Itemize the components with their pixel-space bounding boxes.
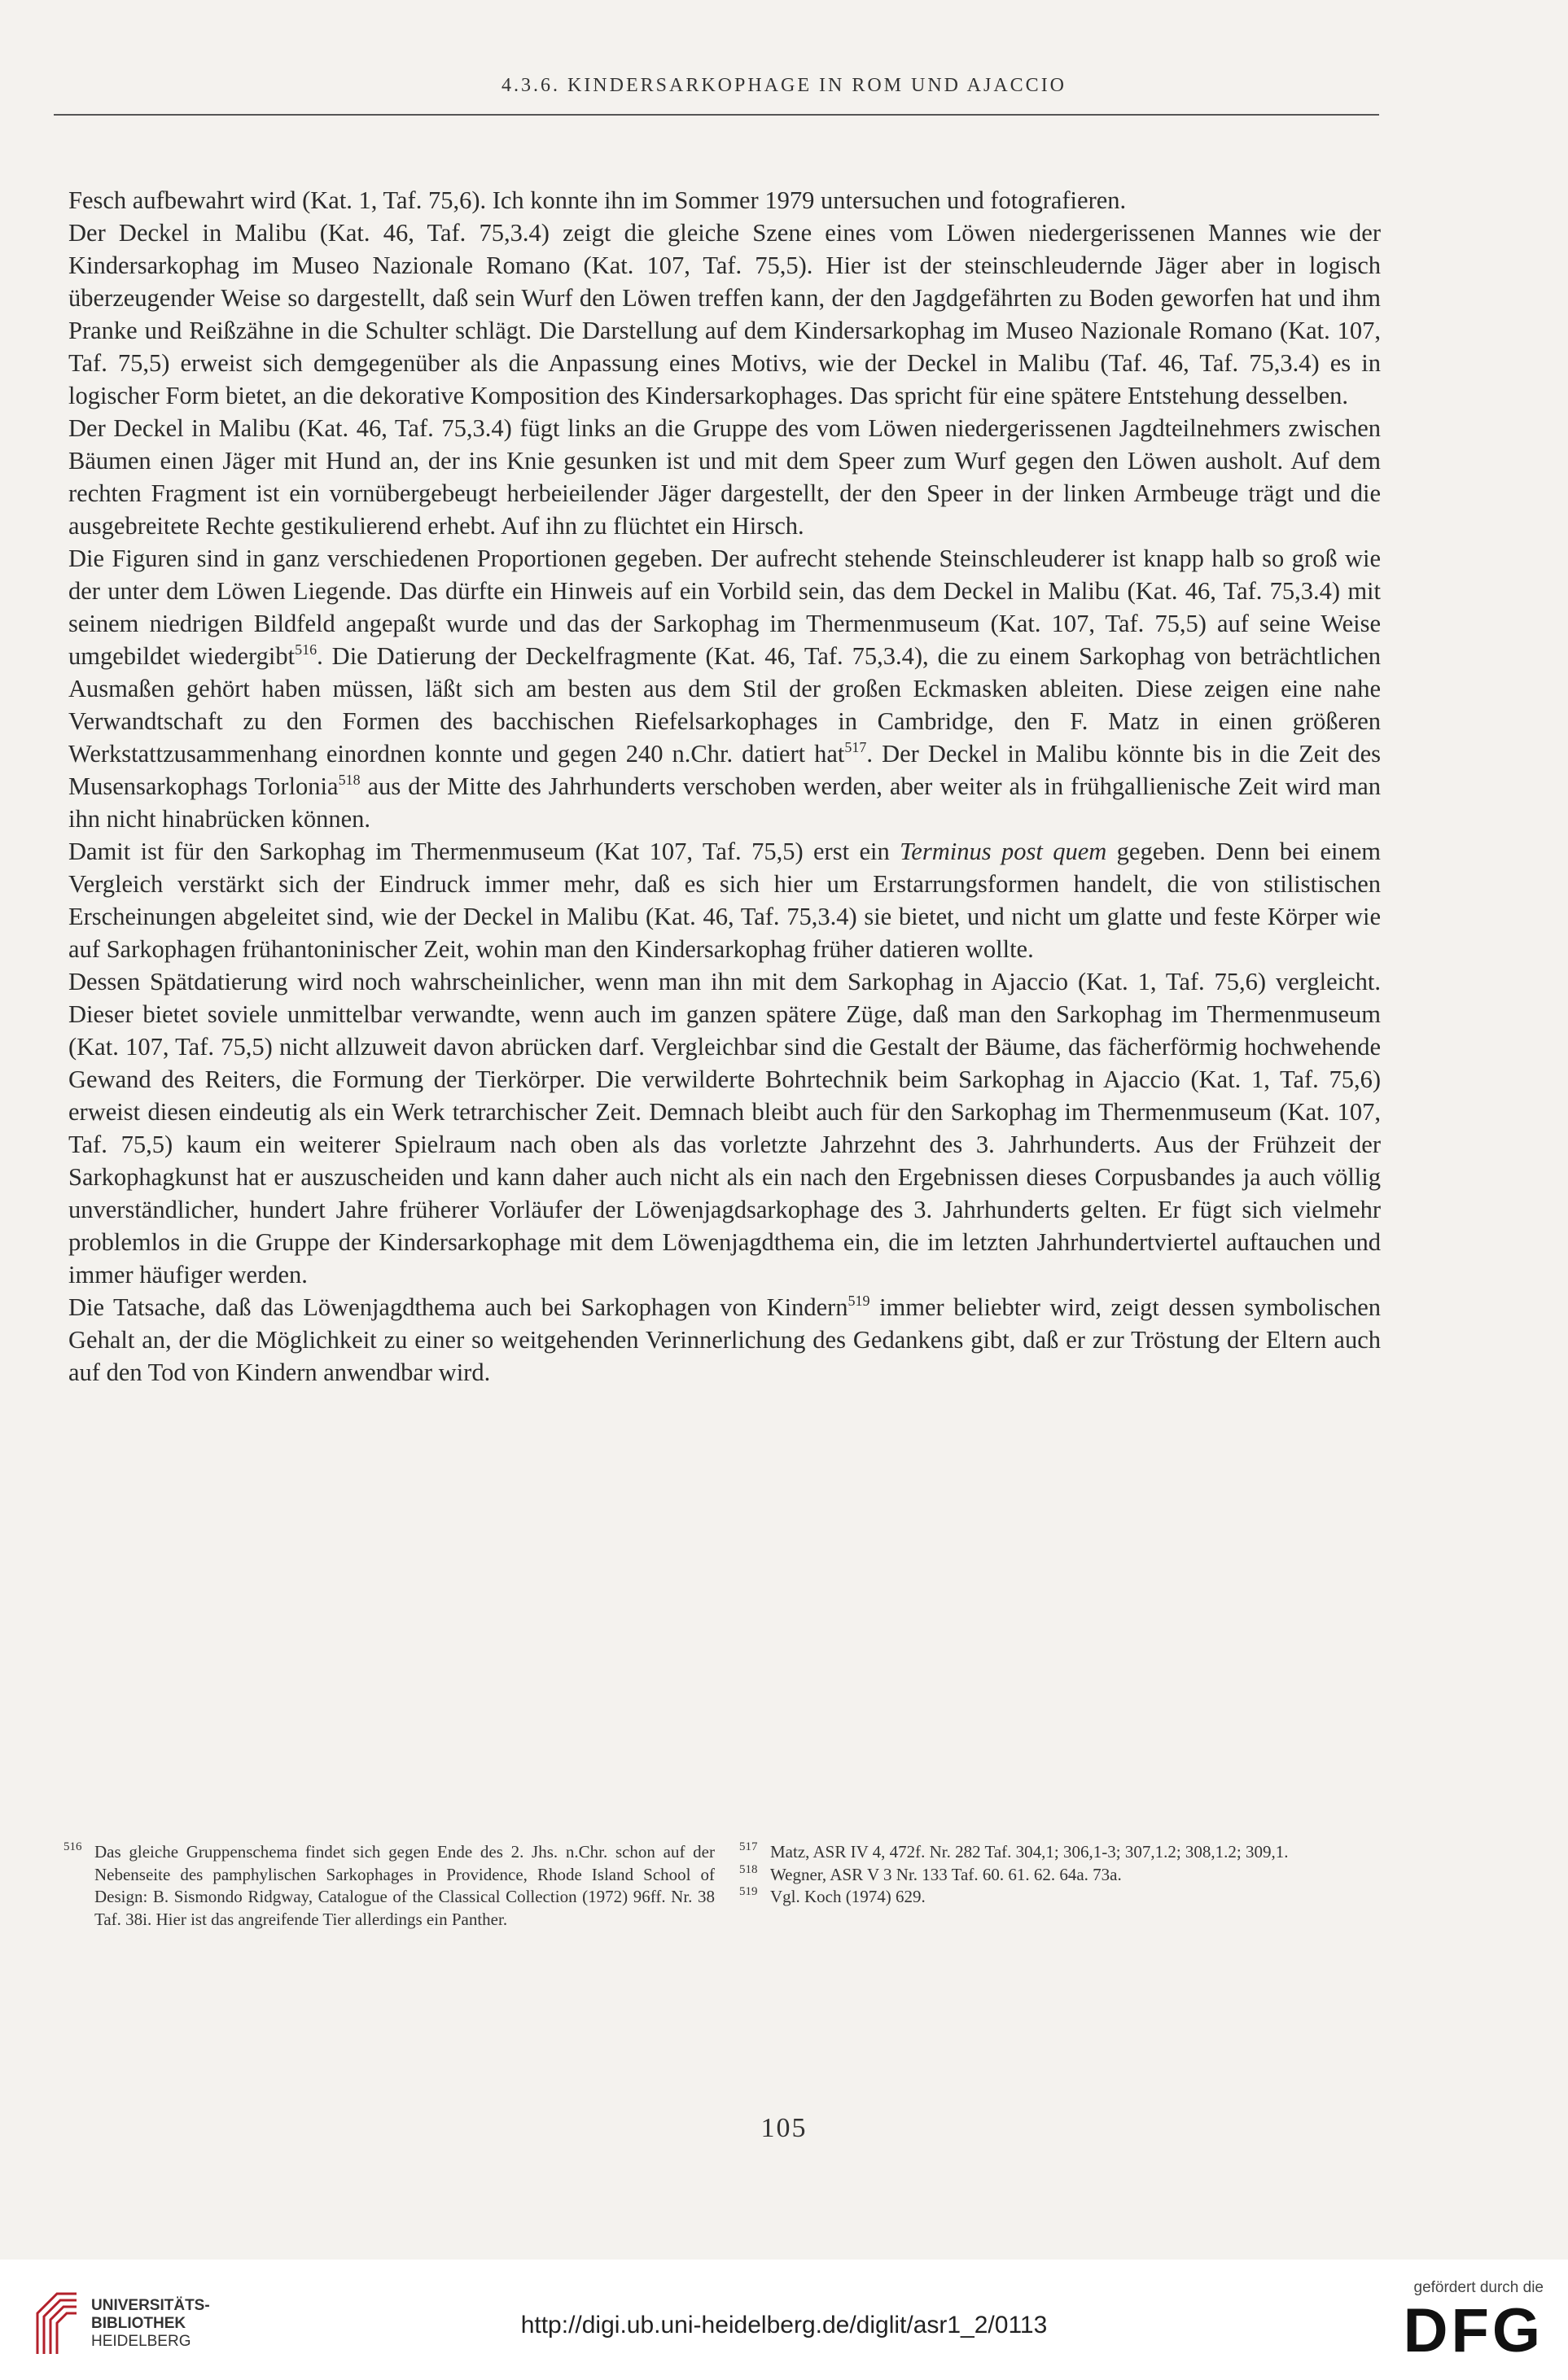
footnote-text: Wegner, ASR V 3 Nr. 133 Taf. 60. 61. 62. 64a. 73a. xyxy=(770,1864,1122,1884)
paragraph xyxy=(68,1291,1381,1389)
page-number: 105 xyxy=(760,2113,808,2143)
text-segment: Dessen Spätdatierung wird noch wahrscheinlicher, wenn man ihn mit dem Sarkophag in Ajaccio (Kat. 1, Taf. 75,6) vergleicht. Dieser bietet soviele unmittelbar verwandte, wenn auch im ganzen spätere Züge, daß man den Sarkophag im Thermenmuseum (Kat. 107, Taf. 75,5) nicht allzuweit davon abrücken darf. Vergleichbar sind die Gestalt der Bäume, das fächerförmig hochwehende Gewand des Reiters, die Formung der Tierkörper. Die verwilderte Bohrtechnik beim Sarkophag in Ajaccio (Kat. 1, Taf. 75,6) erweist diesen eindeutig als ein Werk tetrarchischer Zeit. Demnach bleibt auch für den Sarkophag im Thermenmuseum (Kat. 107, Taf. 75,5) kaum ein weiterer Spielraum nach oben als das vorletzte Jahrzehnt des 3. Jahrhunderts. Aus der Frühzeit der Sarkophagkunst hat er auszuscheiden und kann daher auch nicht als ein nach den Ergebnissen dieses Corpusbandes ja auch völlig unverständlicher, hundert Jahre früherer Vorläufer der Löwenjagdsarkophage des 3. Jahrhunderts gelten. Er fügt sich vielmehr problemlos in die Gruppe der Kindersarkophage mit dem Löwenjagdthema ein, die im letzten Jahrhundertviertel auftauchen und immer häufiger werden. xyxy=(68,968,1381,1288)
text-segment: . Die Datierung der Deckelfragmente (Kat. 46, Taf. 75,3.4), die zu einem Sarkophag von beträchtlichen Ausmaßen gehört haben müssen, läßt sich am besten aus dem Stil der großen Eckmasken ableiten. Diese zeigen eine nahe Verwandtschaft zu den Formen des bacchischen Riefelsarkophages in Cambridge, den F. Matz in einen größeren Werkstattzusammenhang einordnen konnte und gegen 240 n.Chr. datiert hat xyxy=(68,642,1381,768)
footnote-number: 517 xyxy=(739,1840,758,1853)
footnote-text: Vgl. Koch (1974) 629. xyxy=(770,1887,926,1906)
paragraph xyxy=(68,217,1381,412)
footnotes-right-column xyxy=(739,1841,1391,1909)
viewer-footer xyxy=(0,2260,1568,2380)
paragraph xyxy=(68,965,1381,1291)
footnote xyxy=(739,1864,1391,1887)
emphasis-text: Terminus post quem xyxy=(900,838,1107,865)
text-segment: Fesch aufbewahrt wird (Kat. 1, Taf. 75,6). Ich konnte ihn im Sommer 1979 untersuchen und fotografieren. xyxy=(68,186,1127,214)
header-rule xyxy=(54,114,1379,116)
footnote-ref[interactable]: 516 xyxy=(295,641,318,658)
text-segment: Die Tatsache, daß das Löwenjagdthema auch bei Sarkophagen von Kindern xyxy=(68,1293,848,1321)
footnote-number: 516 xyxy=(64,1840,82,1853)
footnote-ref[interactable]: 517 xyxy=(844,739,867,755)
text-segment: immer beliebter wird, zeigt dessen symbolischen Gehalt an, der die Möglichkeit zu einer so weitgehenden Verinnerlichung des Gedankens gibt, daß er zur Tröstung der Eltern auch auf den Tod von Kindern anwendbar wird. xyxy=(68,1293,1381,1386)
text-segment: . Der Deckel in Malibu könnte bis in die Zeit des Musensarkophags Torlonia xyxy=(68,740,1381,800)
footnote xyxy=(739,1886,1391,1909)
footnote-ref[interactable]: 519 xyxy=(848,1293,870,1309)
permalink-url[interactable]: http://digi.ub.uni-heidelberg.de/diglit/asr1_2/0113 xyxy=(520,2312,1048,2338)
text-segment: aus der Mitte des Jahrhunderts verschoben werden, aber weiter als in frühgallienische Zeit wird man ihn nicht hinabrücken können. xyxy=(68,772,1382,833)
footnote-number: 519 xyxy=(739,1885,758,1898)
footnote xyxy=(64,1841,715,1931)
library-name-line: BIBLIOTHEK xyxy=(91,2315,186,2332)
library-name-line: HEIDELBERG xyxy=(91,2333,191,2350)
main-text xyxy=(68,184,1381,1389)
funder xyxy=(1404,2279,1544,2365)
dfg-logo: DFG xyxy=(1403,2296,1544,2365)
text-segment: Der Deckel in Malibu (Kat. 46, Taf. 75,3.4) zeigt die gleiche Szene eines vom Löwen niedergerissenen Mannes wie der Kindersarkophag im Museo Nazionale Romano (Kat. 107, Taf. 75,5). Hier ist der steinschleudernde Jäger aber in logisch überzeugender Weise so dargestellt, daß sein Wurf den Löwen treffen kann, der den Jagdgefährten zu Boden geworfen hat und ihm Pranke und Reißzähne in die Schulter schlägt. Die Darstellung auf dem Kindersarkophag im Museo Nazionale Romano (Kat. 107, Taf. 75,5) erweist sich demgegenüber als die Anpassung eines Motivs, wie der Deckel in Malibu (Taf. 46, Taf. 75,3.4) es in logischer Form bietet, an die dekorative Komposition des Kindersarkophages. Das spricht für eine spätere Entstehung desselben. xyxy=(68,219,1381,409)
footnotes-left-column xyxy=(64,1841,715,1931)
footnote-text: Matz, ASR IV 4, 472f. Nr. 282 Taf. 304,1; 306,1-3; 307,1.2; 308,1.2; 309,1. xyxy=(770,1842,1289,1862)
footnote xyxy=(739,1841,1391,1864)
paragraph xyxy=(68,835,1381,965)
text-segment: Die Figuren sind in ganz verschiedenen Proportionen gegeben. Der aufrecht stehende Steinschleuderer ist knapp halb so groß wie der unter dem Löwen Liegende. Das dürfte ein Hinweis auf ein Vorbild sein, das dem Deckel in Malibu (Kat. 46, Taf. 75,3.4) mit seinem niedrigen Bildfeld angepaßt wurde und das der Sarkophag im Thermenmuseum (Kat. 107, Taf. 75,5) auf seine Weise umgebildet wiedergibt xyxy=(68,545,1381,670)
library-name-line: UNIVERSITÄTS- xyxy=(91,2297,210,2314)
footnote-number: 518 xyxy=(739,1862,758,1876)
running-head: 4.3.6. KINDERSARKOPHAGE IN ROM UND AJACCIO xyxy=(501,75,1067,96)
paragraph xyxy=(68,542,1381,835)
footnote-ref[interactable]: 518 xyxy=(338,772,361,788)
footnote-text: Das gleiche Gruppenschema findet sich gegen Ende des 2. Jhs. n.Chr. schon auf der Nebenseite des pamphylischen Sarkophages in Providence, Rhode Island School of Design: B. Sismondo Ridgway, Catalogue of the Classical Collection (1972) 96ff. Nr. 38 Taf. 38i. Hier ist das angreifende Tier allerdings ein Panther. xyxy=(94,1842,715,1929)
paragraph xyxy=(68,184,1381,217)
text-segment: Damit ist für den Sarkophag im Thermenmuseum (Kat 107, Taf. 75,5) erst ein xyxy=(68,838,900,865)
paragraph xyxy=(68,412,1381,542)
text-segment: gegeben. Denn bei einem Vergleich verstärkt sich der Eindruck immer mehr, daß es sich hier um Erstarrungsformen handelt, die von stilistischen Erscheinungen abgeleitet sind, wie der Deckel in Malibu (Kat. 46, Taf. 75,3.4) sie bietet, und nicht um glatte und feste Körper wie auf Sarkophagen frühantoninischer Zeit, wohin man den Kindersarkophag früher datieren wollte. xyxy=(68,838,1381,963)
text-segment: Der Deckel in Malibu (Kat. 46, Taf. 75,3.4) fügt links an die Gruppe des vom Löwen niedergerissenen Jagdteilnehmers zwischen Bäumen einen Jäger mit Hund an, der ins Knie gesunken ist und mit dem Speer zum Wurf gegen den Löwen ausholt. Auf dem rechten Fragment ist ein vornübergebeugt herbeieilender Jäger dargestellt, der den Speer in der linken Armbeuge trägt und die ausgebreitete Rechte gestikulierend erhebt. Auf ihn zu flüchtet ein Hirsch. xyxy=(68,414,1381,540)
funder-label: gefördert durch die xyxy=(1413,2279,1544,2296)
